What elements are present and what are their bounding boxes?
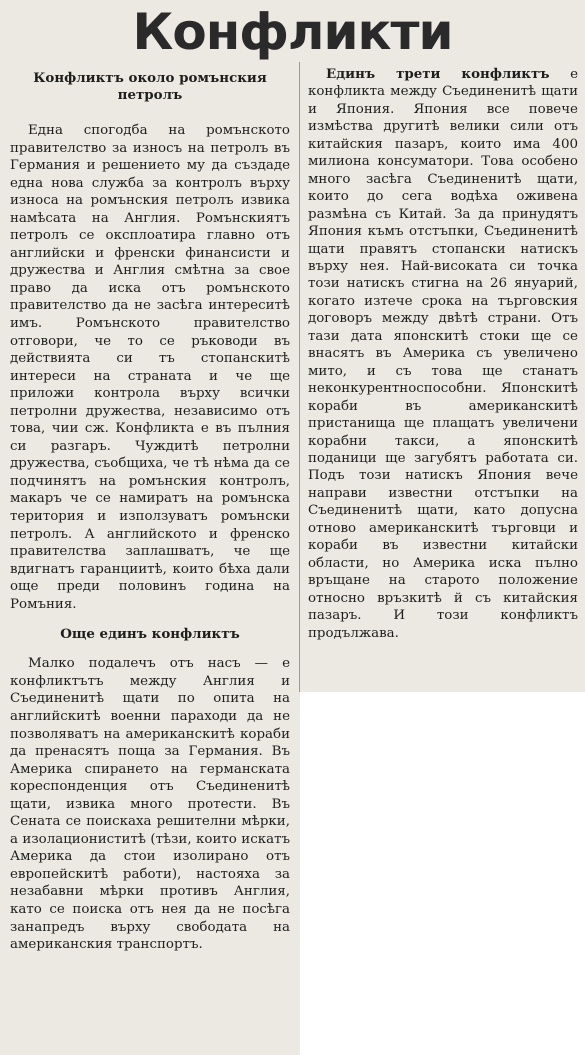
article-1-body: Една спогодба на ромънското правителство за износъ на петролъ въ Германия и решението му да създаде една нова служба за контролъ върху износа на ромънския петролъ извика намѣсата на Англия. Ромънскиятъ петролъ се оксплоатира главно отъ английски и френски финансисти и дружества и Англия смѣтна за свое право да иска отъ ромънското правителство да не засѣга интереситѣ имъ. Ромънското правителство отговори, че то се ръководи въ действията си тъ стопанскитѣ интереси на страната и че ще приложи контрола върху всички петролни дружества, независимо отъ това, чии сж. Конфликта е въ пълния си разгаръ. Чуждитѣ петролни дружества, съобщиха, че тѣ нѣма да се подчинятъ на ромънския контролъ, макаръ че се намиратъ на ромънска територия и използуватъ ромънски петролъ. А английското и френско правителства заплашватъ, че ще вдигнатъ гаранциитѣ, които бѣха дали още преди половинъ година на Ромъния. <box>10 123 290 612</box>
column-divider <box>299 62 300 692</box>
article-2-title: Още единъ конфликтъ <box>60 626 240 643</box>
article-3-lead: Единъ трети конфликтъ <box>326 66 550 82</box>
headline: Конфликти <box>132 3 453 61</box>
left-column <box>10 70 290 954</box>
article-1-title: Конфликтъ около ромънския петролъ <box>33 70 267 103</box>
blank-area <box>300 692 585 1055</box>
article-3-body-paragraph <box>308 66 578 642</box>
article-3-body: е конфликта между Съединенитѣ щати и Япония. Япония все повече измѣства другитѣ велики сили отъ китайския пазаръ, които има 400 милиона консуматори. Това особено много засѣга Съединенитѣ щати, които до сега водѣха оживена размѣна съ Китай. За да принудятъ Япония къмъ отстъпки, Съединенитѣ щати правятъ стопански натискъ върху нея. Най-високата си точка този натискъ стигна на 26 януарий, когато изтече срока на търговския договоръ между двѣтѣ страни. Отъ тази дата японскитѣ стоки ще се внасятъ въ Америка съ увеличено мито, и съ това ще станатъ неконкурентноспособни. Японскитѣ кораби въ американскитѣ пристанища ще плащатъ увеличени корабни такси, а японскитѣ поданици ще загубятъ работата си. Подъ този натискъ Япония вече направи известни отстъпки на Съединенитѣ щати, като допусна отново американскитѣ търговци и кораби въ известни китайски области, но Америка иска пълно връщане на старото положение относно връзкитѣ й съ китайския пазаръ. И този конфликтъ продължава. <box>308 67 578 641</box>
article-2-body: Малко подалечъ отъ насъ — е конфликтътъ между Англия и Съединенитѣ щати по опита на английскитѣ военни параходи да не позволяватъ на американскитѣ кораби да пренасятъ поща за Германия. Въ Америка спирането на германската кореспонденция отъ Съединенитѣ щати, извика много протести. Въ Сената се поискаха решителни мѣрки, а изолациониститѣ (тѣзи, които искатъ Америка да стои изолирано отъ европейскитѣ работи), настояха за незабавни мѣрки противъ Англия, като се поиска отъ нея да не посѣга занапредъ върху свободата на американския транспортъ. <box>10 656 290 953</box>
right-column <box>308 66 578 642</box>
